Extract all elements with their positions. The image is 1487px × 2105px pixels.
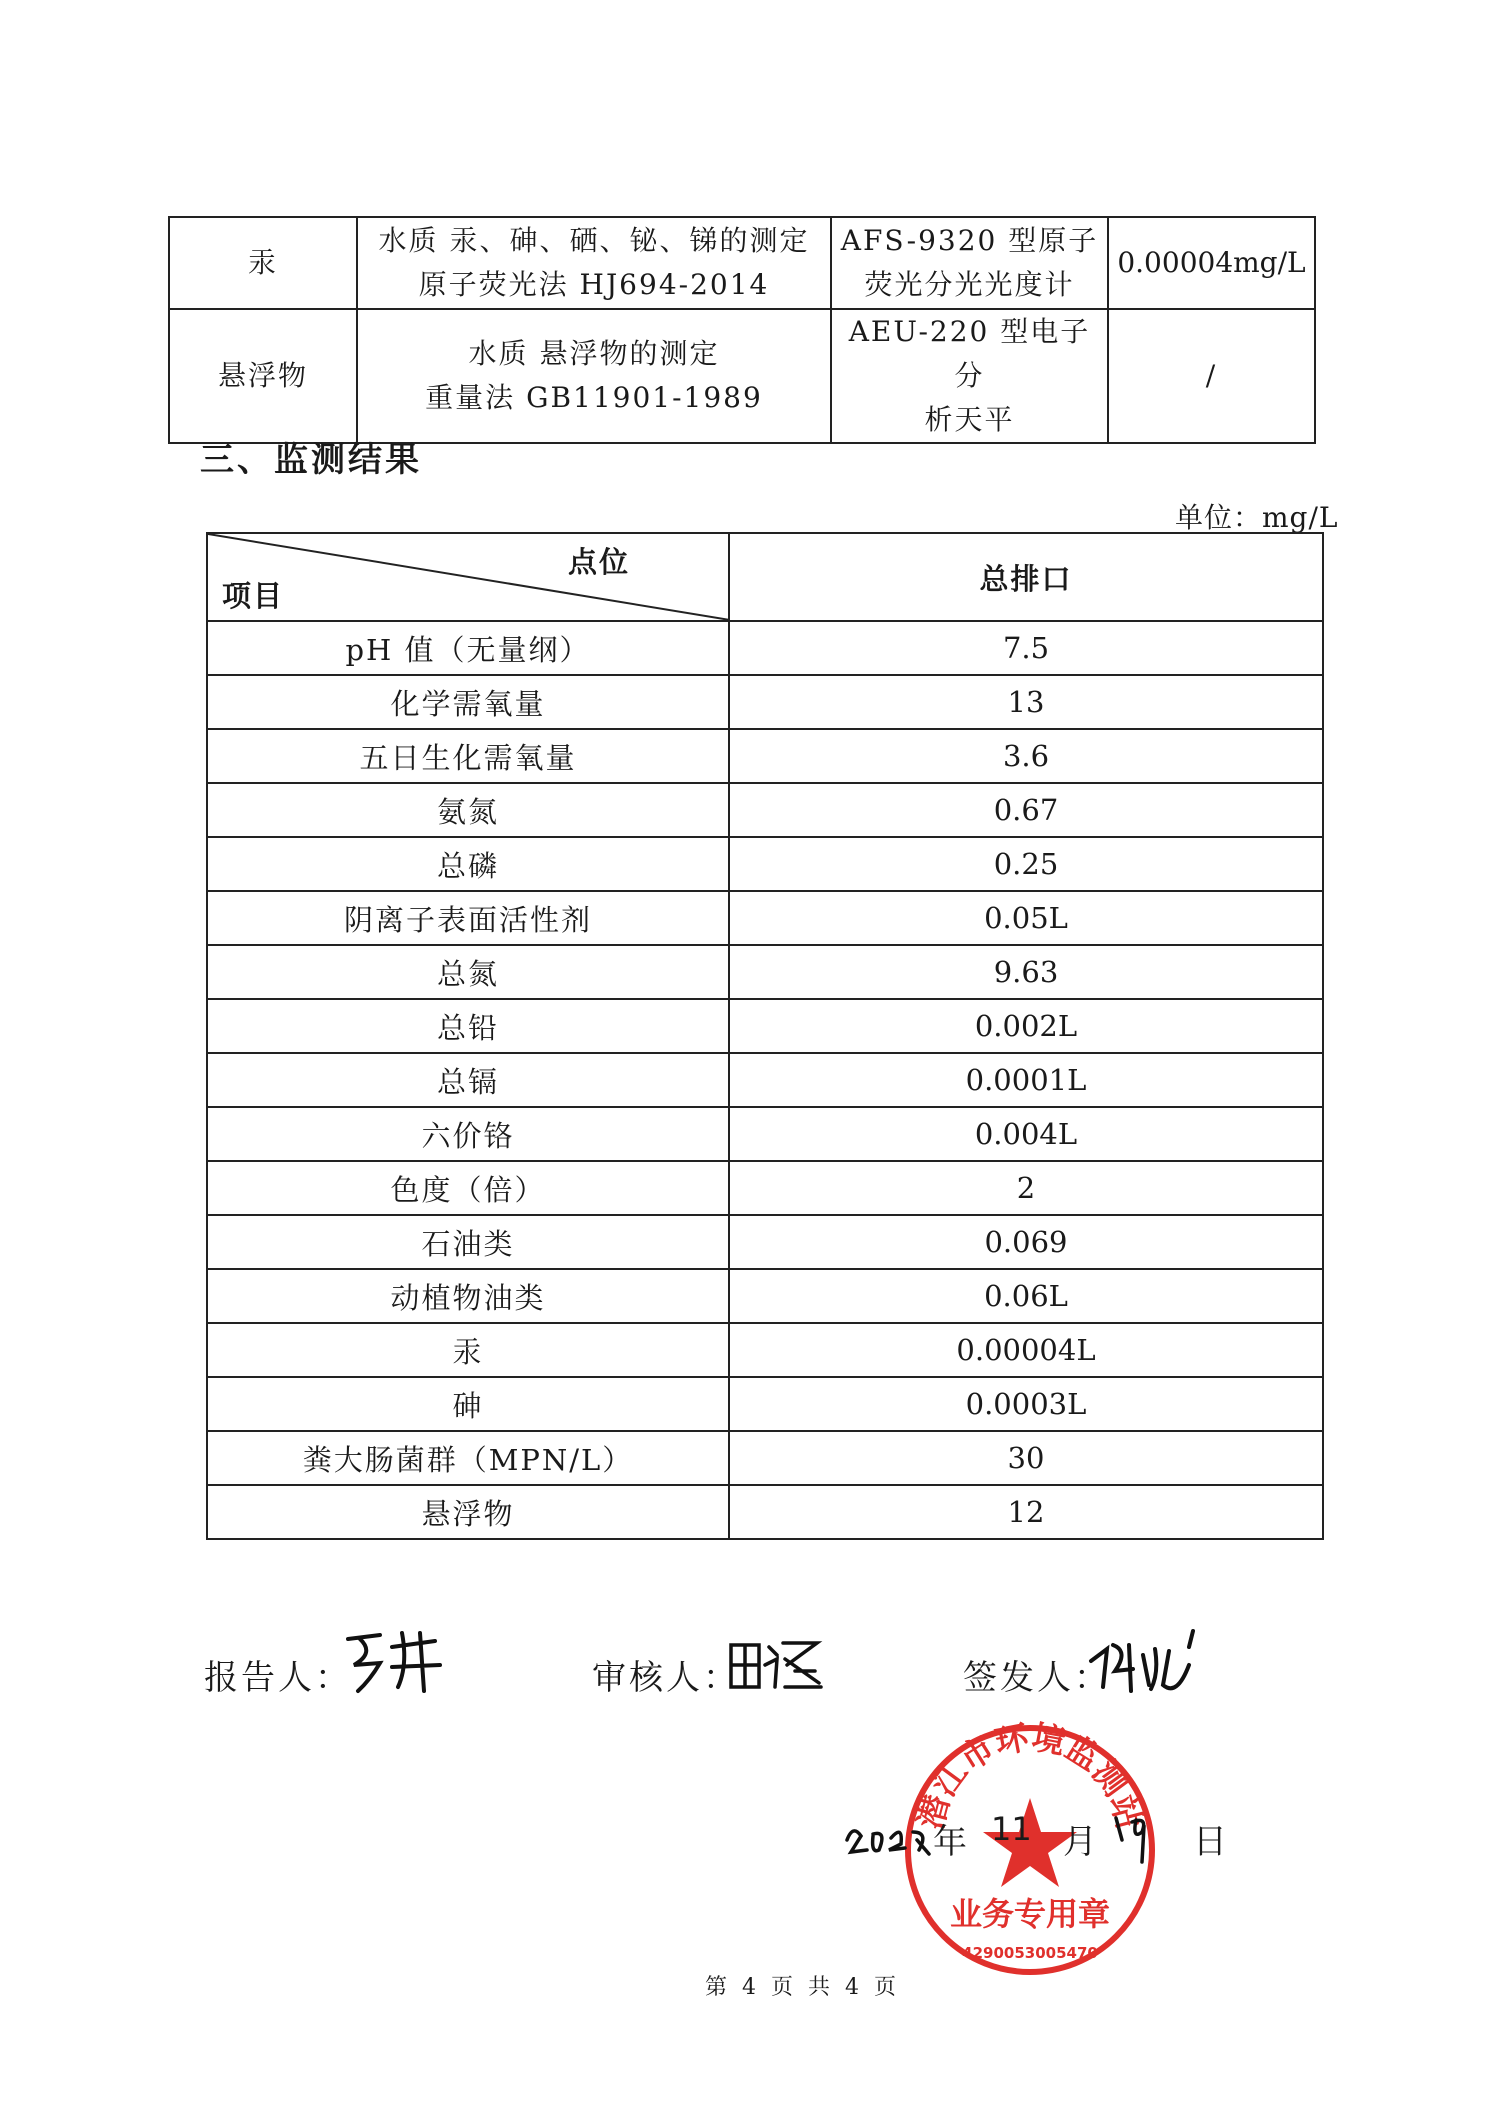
method-instrument: AFS-9320 型原子 荧光分光光度计 — [831, 217, 1108, 309]
method-limit: 0.00004mg/L — [1108, 217, 1315, 309]
result-item: 阴离子表面活性剂 — [207, 891, 729, 945]
header-diagonal-cell — [207, 533, 729, 621]
seal-code: 4290053005470 — [962, 1944, 1098, 1962]
result-item: 总铅 — [207, 999, 729, 1053]
issuer-signature — [1085, 1625, 1205, 1710]
method-item: 悬浮物 — [169, 309, 357, 443]
table-row — [207, 1377, 1323, 1431]
table-row — [207, 945, 1323, 999]
result-item: 总磷 — [207, 837, 729, 891]
result-item: 五日生化需氧量 — [207, 729, 729, 783]
result-value: 0.002L — [729, 999, 1323, 1053]
result-value: 2 — [729, 1161, 1323, 1215]
table-row — [207, 891, 1323, 945]
header-location: 总排口 — [729, 533, 1323, 621]
month-suffix: 月 — [1063, 1822, 1097, 1862]
year-suffix: 年 — [933, 1822, 967, 1862]
reporter-label: 报告人： — [204, 1658, 352, 1698]
seal-top-text: 潜江市环境监测站 — [910, 1720, 1150, 1833]
page-footer: 第 4 页 共 4 页 — [705, 1975, 900, 2000]
result-value: 0.67 — [729, 783, 1323, 837]
table-row — [207, 1431, 1323, 1485]
table-row — [169, 309, 1315, 443]
header-item-label: 项目 — [222, 579, 285, 613]
issuer-label: 签发人： — [963, 1658, 1111, 1698]
handwritten-year — [843, 1810, 933, 1860]
methods-table — [168, 216, 1316, 444]
result-value: 12 — [729, 1485, 1323, 1539]
reviewer-signature — [725, 1625, 825, 1700]
method-item: 汞 — [169, 217, 357, 309]
results-table — [206, 532, 1324, 1540]
result-item: 六价铬 — [207, 1107, 729, 1161]
reporter-signature — [340, 1625, 450, 1700]
table-row — [207, 999, 1323, 1053]
result-value: 0.0001L — [729, 1053, 1323, 1107]
table-row — [207, 1107, 1323, 1161]
table-row — [207, 1161, 1323, 1215]
table-row — [207, 1323, 1323, 1377]
table-row — [207, 675, 1323, 729]
table-row — [207, 1485, 1323, 1539]
diagonal-line — [208, 534, 730, 620]
result-item: 色度（倍） — [207, 1161, 729, 1215]
result-item: 氨氮 — [207, 783, 729, 837]
table-header-row — [207, 533, 1323, 621]
result-item: pH 值（无量纲） — [207, 621, 729, 675]
table-row — [169, 217, 1315, 309]
method-limit: / — [1108, 309, 1315, 443]
result-item: 汞 — [207, 1323, 729, 1377]
result-value: 0.06L — [729, 1269, 1323, 1323]
seal-middle-text: 业务专用章 — [949, 1895, 1111, 1933]
result-value: 0.05L — [729, 891, 1323, 945]
month-value: 11 — [991, 1810, 1032, 1848]
result-value: 0.25 — [729, 837, 1323, 891]
section-title: 三、监测结果 — [200, 440, 422, 480]
day-suffix: 日 — [1193, 1822, 1227, 1862]
method-standard: 水质 悬浮物的测定 重量法 GB11901-1989 — [357, 309, 831, 443]
result-value: 13 — [729, 675, 1323, 729]
date-line — [843, 1806, 1263, 1866]
result-item: 动植物油类 — [207, 1269, 729, 1323]
result-value: 0.069 — [729, 1215, 1323, 1269]
result-value: 0.004L — [729, 1107, 1323, 1161]
unit-label: 单位：mg/L — [1175, 501, 1339, 534]
result-value: 3.6 — [729, 729, 1323, 783]
table-row — [207, 1269, 1323, 1323]
result-item: 粪大肠菌群（MPN/L） — [207, 1431, 729, 1485]
table-row — [207, 783, 1323, 837]
result-value: 9.63 — [729, 945, 1323, 999]
method-standard: 水质 汞、砷、硒、铋、锑的测定 原子荧光法 HJ694-2014 — [357, 217, 831, 309]
handwritten-day — [1108, 1800, 1178, 1870]
reviewer-label: 审核人： — [592, 1658, 740, 1698]
result-value: 7.5 — [729, 621, 1323, 675]
table-row — [207, 621, 1323, 675]
table-row — [207, 1215, 1323, 1269]
header-point-label: 点位 — [568, 545, 631, 579]
table-row — [207, 837, 1323, 891]
result-item: 悬浮物 — [207, 1485, 729, 1539]
result-value: 30 — [729, 1431, 1323, 1485]
result-value: 0.00004L — [729, 1323, 1323, 1377]
result-item: 化学需氧量 — [207, 675, 729, 729]
table-row — [207, 729, 1323, 783]
result-value: 0.0003L — [729, 1377, 1323, 1431]
result-item: 总镉 — [207, 1053, 729, 1107]
result-item: 石油类 — [207, 1215, 729, 1269]
result-item: 砷 — [207, 1377, 729, 1431]
result-item: 总氮 — [207, 945, 729, 999]
method-instrument: AEU-220 型电子分 析天平 — [831, 309, 1108, 443]
table-row — [207, 1053, 1323, 1107]
